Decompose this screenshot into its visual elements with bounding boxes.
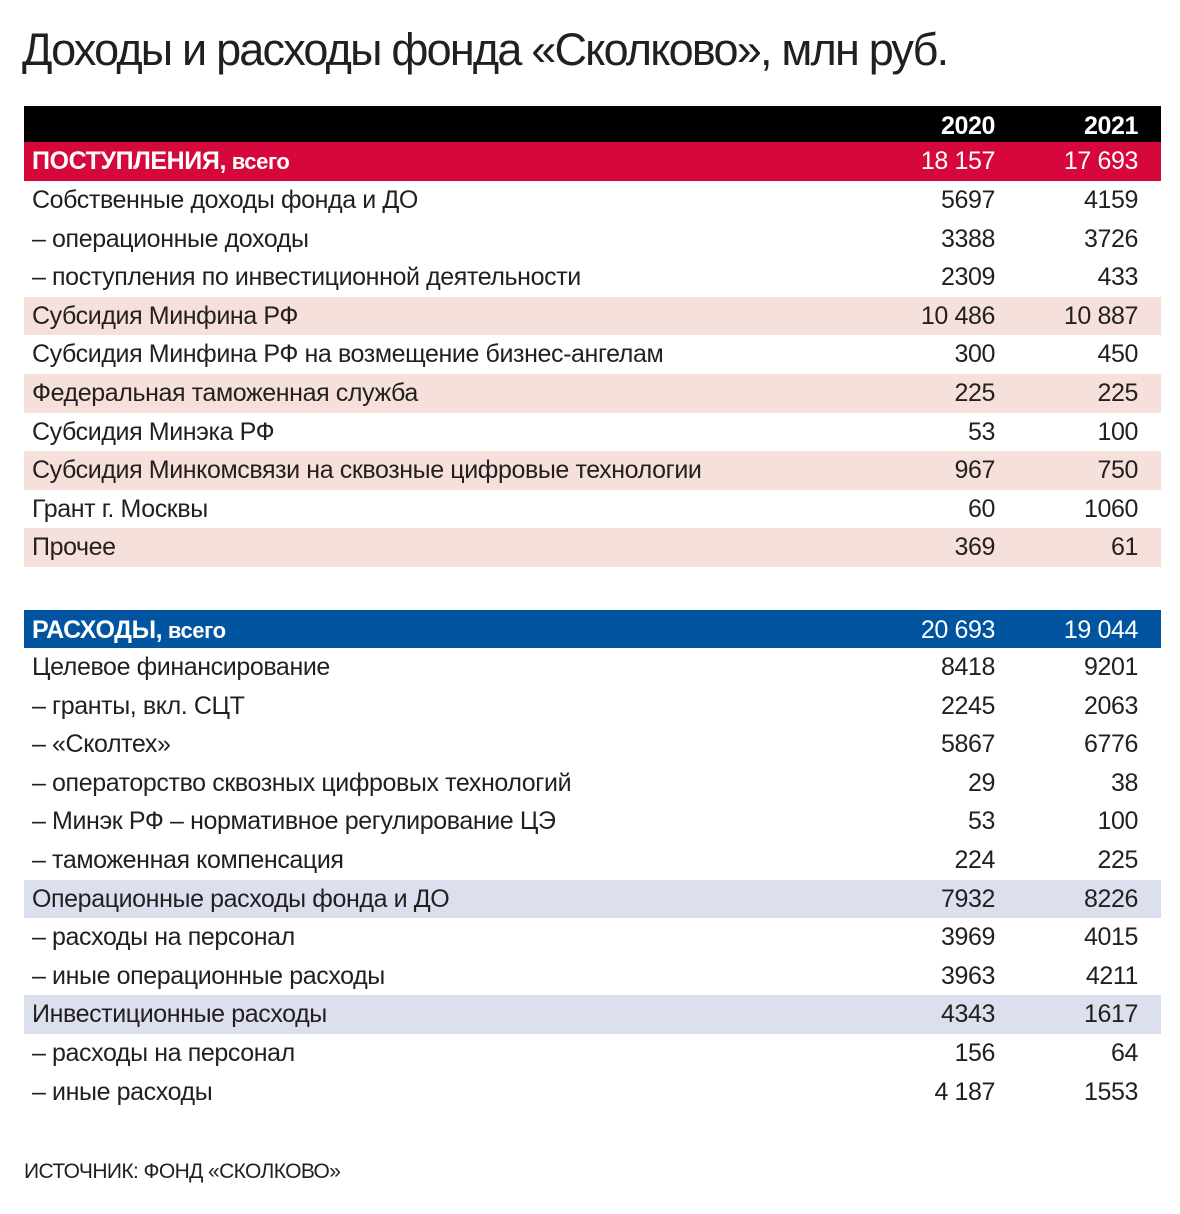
income-row-value-2021: 10 887 bbox=[1063, 301, 1138, 330]
expenses-row bbox=[24, 648, 1161, 687]
expenses-row bbox=[24, 1034, 1161, 1073]
expenses-row-value-2020: 7932 bbox=[940, 884, 995, 913]
expenses-row-label: Операционные расходы фонда и ДО bbox=[32, 884, 450, 913]
expenses-row bbox=[24, 687, 1161, 726]
income-row bbox=[24, 220, 1161, 259]
income-row-value-2020: 53 bbox=[967, 417, 995, 446]
income-row-label: Субсидия Минфина РФ на возмещение бизнес-ангелам bbox=[32, 340, 664, 369]
expenses-row-value-2020: 29 bbox=[967, 768, 995, 797]
income-total-label: ПОСТУПЛЕНИЯ, всего bbox=[32, 147, 290, 175]
expenses-row-value-2020: 3969 bbox=[940, 923, 995, 952]
expenses-row-value-2020: 5867 bbox=[940, 730, 995, 759]
expenses-row-value-2021: 4211 bbox=[1085, 961, 1138, 990]
income-table bbox=[24, 106, 1161, 567]
expenses-row-label: – расходы на персонал bbox=[32, 1038, 295, 1067]
income-row-value-2020: 967 bbox=[954, 456, 995, 485]
expenses-row-label: – Минэк РФ – нормативное регулирование ЦЭ bbox=[32, 807, 556, 836]
income-row bbox=[24, 490, 1161, 529]
year-header-row bbox=[24, 106, 1161, 142]
income-row-label: Субсидия Минфина РФ bbox=[32, 301, 298, 330]
expenses-row-value-2021: 2063 bbox=[1083, 691, 1138, 720]
source-note: ИСТОЧНИК: ФОНД «СКОЛКОВО» bbox=[24, 1160, 341, 1183]
income-row-value-2021: 433 bbox=[1097, 263, 1138, 292]
income-row bbox=[24, 374, 1161, 413]
income-row bbox=[24, 528, 1161, 567]
expenses-row-value-2021: 225 bbox=[1097, 845, 1138, 874]
expenses-row-label: – таможенная компенсация bbox=[32, 845, 344, 874]
income-total-2021: 17 693 bbox=[1063, 147, 1138, 175]
expenses-row-label: – операторство сквозных цифровых технологий bbox=[32, 768, 572, 797]
income-row-value-2020: 60 bbox=[967, 494, 995, 523]
income-row-value-2021: 4159 bbox=[1083, 186, 1138, 214]
income-row-value-2021: 100 bbox=[1097, 417, 1138, 446]
income-row-value-2021: 225 bbox=[1097, 378, 1138, 407]
income-row-label: Субсидия Минэка РФ bbox=[32, 417, 275, 446]
expenses-row bbox=[24, 1073, 1161, 1112]
expenses-row bbox=[24, 764, 1161, 803]
income-row-value-2021: 750 bbox=[1097, 456, 1138, 485]
income-row-value-2021: 61 bbox=[1110, 533, 1138, 562]
expenses-row-label: – гранты, вкл. СЦТ bbox=[32, 691, 245, 720]
expense-total-label: РАСХОДЫ, всего bbox=[32, 616, 226, 644]
income-row bbox=[24, 413, 1161, 452]
expense-total-2021: 19 044 bbox=[1063, 616, 1138, 644]
income-row-label: Прочее bbox=[32, 533, 116, 562]
expenses-row-value-2021: 1617 bbox=[1083, 1000, 1138, 1029]
column-header-2020: 2020 bbox=[940, 112, 995, 140]
expenses-row-label: Инвестиционные расходы bbox=[32, 1000, 327, 1029]
income-row bbox=[24, 451, 1161, 490]
income-row-label: Федеральная таможенная служба bbox=[32, 378, 418, 407]
expenses-row-value-2021: 64 bbox=[1110, 1038, 1138, 1067]
income-total-2020: 18 157 bbox=[920, 147, 995, 175]
expenses-row-value-2020: 3963 bbox=[940, 961, 995, 990]
expense-total-2020: 20 693 bbox=[920, 616, 995, 644]
expenses-row-value-2021: 38 bbox=[1110, 768, 1138, 797]
income-row-value-2020: 2309 bbox=[940, 263, 995, 292]
income-row-label: Собственные доходы фонда и ДО bbox=[32, 186, 418, 214]
expenses-row bbox=[24, 995, 1161, 1034]
income-row-value-2020: 3388 bbox=[940, 224, 995, 253]
income-row-value-2020: 225 bbox=[954, 378, 995, 407]
income-total-row bbox=[24, 142, 1161, 181]
income-row-value-2021: 3726 bbox=[1083, 224, 1138, 253]
expenses-row-value-2021: 8226 bbox=[1083, 884, 1138, 913]
income-row-label: – операционные доходы bbox=[32, 224, 309, 253]
expenses-row bbox=[24, 841, 1161, 880]
expenses-row-value-2021: 4015 bbox=[1083, 923, 1138, 952]
expenses-row-label: – расходы на персонал bbox=[32, 923, 295, 952]
income-row bbox=[24, 258, 1161, 297]
income-row-value-2020: 300 bbox=[954, 340, 995, 369]
income-row-label: – поступления по инвестиционной деятельности bbox=[32, 263, 581, 292]
expenses-row bbox=[24, 725, 1161, 764]
expenses-row-label: Целевое финансирование bbox=[32, 653, 330, 681]
expenses-row bbox=[24, 918, 1161, 957]
expenses-row-value-2020: 4 187 bbox=[934, 1077, 995, 1106]
income-row-value-2020: 10 486 bbox=[920, 301, 995, 330]
expenses-row-value-2020: 53 bbox=[967, 807, 995, 836]
expense-table bbox=[24, 610, 1161, 1111]
income-row-value-2021: 450 bbox=[1097, 340, 1138, 369]
income-row bbox=[24, 181, 1161, 220]
expenses-row-value-2021: 100 bbox=[1097, 807, 1138, 836]
income-row-value-2020: 369 bbox=[954, 533, 995, 562]
expenses-row-value-2020: 2245 bbox=[940, 691, 995, 720]
expenses-row-value-2021: 1553 bbox=[1083, 1077, 1138, 1106]
expenses-row bbox=[24, 880, 1161, 919]
expenses-row bbox=[24, 957, 1161, 996]
expenses-row-value-2021: 9201 bbox=[1083, 653, 1138, 681]
expenses-row-label: – «Сколтех» bbox=[32, 730, 171, 759]
income-row bbox=[24, 297, 1161, 336]
chart-title: Доходы и расходы фонда «Сколково», млн руб. bbox=[22, 24, 948, 75]
expenses-row-value-2020: 156 bbox=[954, 1038, 995, 1067]
expenses-row-value-2020: 4343 bbox=[940, 1000, 995, 1029]
income-row bbox=[24, 335, 1161, 374]
expenses-row-label: – иные операционные расходы bbox=[32, 961, 385, 990]
expense-total-row bbox=[24, 610, 1161, 648]
expenses-row-label: – иные расходы bbox=[32, 1077, 213, 1106]
expenses-row-value-2021: 6776 bbox=[1083, 730, 1138, 759]
expenses-row-value-2020: 8418 bbox=[940, 653, 995, 681]
income-row-value-2021: 1060 bbox=[1083, 494, 1138, 523]
column-header-2021: 2021 bbox=[1083, 112, 1138, 140]
income-row-label: Грант г. Москвы bbox=[32, 494, 208, 523]
expenses-row-value-2020: 224 bbox=[954, 845, 995, 874]
income-row-value-2020: 5697 bbox=[940, 186, 995, 214]
income-row-label: Субсидия Минкомсвязи на сквозные цифровые технологии bbox=[32, 456, 702, 485]
expenses-row bbox=[24, 802, 1161, 841]
